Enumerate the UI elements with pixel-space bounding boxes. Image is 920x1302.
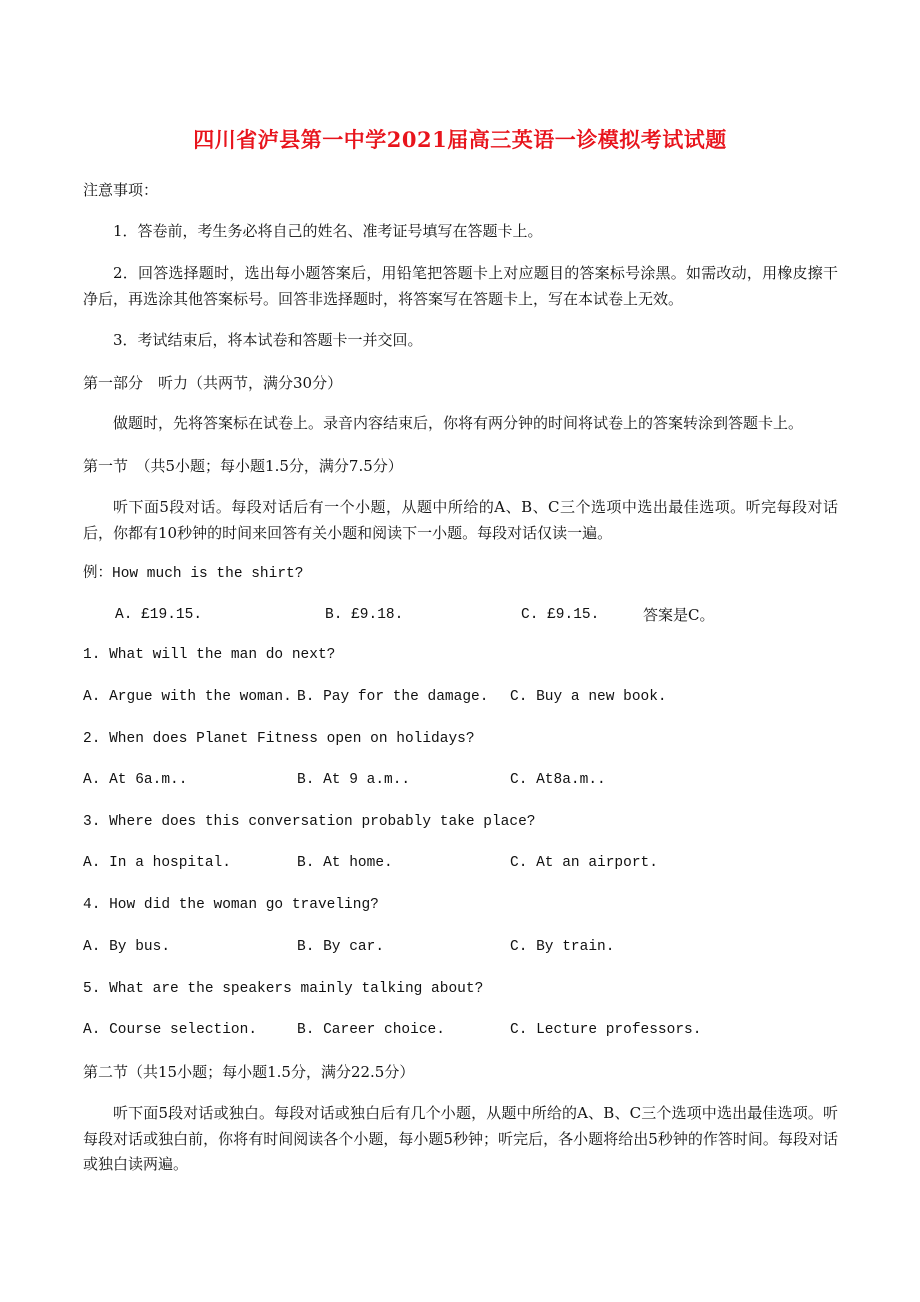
section2-heading: 第二节（共15小题；每小题1.5分，满分22.5分） [83, 1063, 415, 1081]
example-option-a: A. £19.15. [115, 607, 203, 623]
q1-option-a: A. Argue with the woman. [83, 689, 292, 705]
q3-option-a: A. In a hospital. [83, 855, 231, 871]
q1-option-c: C. Buy a new book. [510, 689, 667, 705]
q4-option-c: C. By train. [510, 939, 615, 955]
example-option-b: B. £9.18. [325, 607, 404, 623]
notice-item-2: 2．回答选择题时，选出每小题答案后，用铅笔把答题卡上对应题目的答案标号涂黑。如需改动，用橡皮擦干净后，再选涂其他答案标号。回答非选择题时，将答案写在答题卡上，写在本试卷上无效。 [83, 264, 838, 308]
exam-title: 四川省泸县第一中学2021届高三英语一诊模拟考试试题 [193, 127, 727, 152]
section1-instruction: 听下面5段对话。每段对话后有一个小题，从题中所给的A、B、C三个选项中选出最佳选项。听完每段对话后，你都有10秒钟的时间来回答有关小题和阅读下一小题。每段对话仅读一遍。 [83, 498, 838, 542]
example-answer: 答案是C。 [643, 606, 715, 624]
example-question: 例：How much is the shirt? [83, 566, 304, 582]
q4-option-a: A. By bus. [83, 939, 171, 955]
part1-heading: 第一部分 听力（共两节，满分30分） [83, 374, 343, 392]
notice-item-3: 3．考试结束后，将本试卷和答题卡一并交回。 [113, 331, 423, 349]
q2-option-b: B. At 9 a.m.. [297, 772, 411, 788]
q3-option-b: B. At home. [297, 855, 393, 871]
q5-option-b: B. Career choice. [297, 1022, 445, 1038]
q5-option-a: A. Course selection. [83, 1022, 258, 1038]
notice-heading: 注意事项： [83, 181, 159, 199]
q1-option-b: B. Pay for the damage. [297, 689, 489, 705]
question-2: 2. When does Planet Fitness open on holidays? [83, 731, 475, 747]
question-5: 5. What are the speakers mainly talking about? [83, 981, 484, 997]
q2-option-c: C. At8a.m.. [510, 772, 606, 788]
part1-instruction: 做题时，先将答案标在试卷上。录音内容结束后，你将有两分钟的时间将试卷上的答案转涂到答题卡上。 [113, 414, 804, 432]
question-1: 1. What will the man do next? [83, 647, 336, 663]
example-option-c: C. £9.15. [521, 607, 600, 623]
q3-option-c: C. At an airport. [510, 855, 658, 871]
q2-option-a: A. At 6a.m.. [83, 772, 188, 788]
question-4: 4. How did the woman go traveling? [83, 897, 379, 913]
notice-item-1: 1．答卷前，考生务必将自己的姓名、准考证号填写在答题卡上。 [113, 222, 543, 240]
q4-option-b: B. By car. [297, 939, 385, 955]
question-3: 3. Where does this conversation probably take place? [83, 814, 536, 830]
section2-instruction: 听下面5段对话或独白。每段对话或独白后有几个小题，从题中所给的A、B、C三个选项中选出最佳选项。听每段对话或独白前，你将有时间阅读各个小题，每小题5秒钟；听完后，各小题将给出5秒钟的作答时间。每段对话或独白读两遍。 [83, 1104, 838, 1173]
q5-option-c: C. Lecture professors. [510, 1022, 702, 1038]
section1-heading: 第一节 （共5小题；每小题1.5分，满分7.5分） [83, 457, 403, 475]
